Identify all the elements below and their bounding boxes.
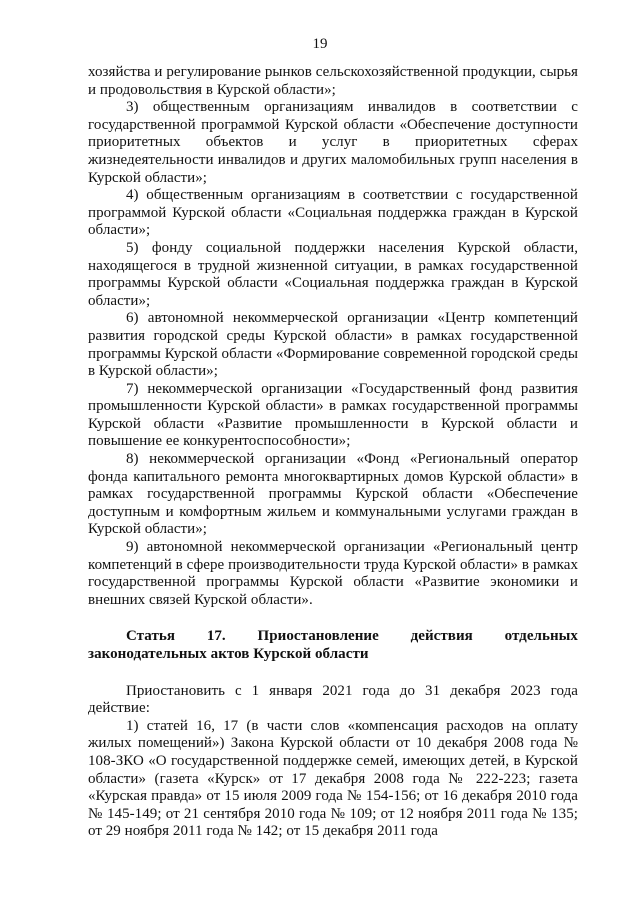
document-body	[88, 64, 578, 841]
list-item-5: 5) фонду социальной поддержки населения Курской области, находящегося в трудной жизненной ситуации, в рамках государственной программы Курской области «Социальная поддержка граждан в Курской области»;	[88, 239, 578, 309]
article-item-1: 1) статей 16, 17 (в части слов «компенсация расходов на оплату жилых помещений») Закона Курской области от 10 декабря 2008 года № 108-ЗКО «О государственной поддержке семей, имеющих детей, в Курской области» (газета «Курск» от 17 декабря 2008 года № 222-223; газета «Курская правда» от 15 июля 2009 года № 154-156; от 16 декабря 2010 года № 145-149; от 21 сентября 2010 года № 109; от 12 ноября 2011 года № 135; от 29 ноября 2011 года № 142; от 15 декабря 2011 года	[88, 717, 578, 840]
article-intro: Приостановить с 1 января 2021 года до 31 декабря 2023 года действие:	[88, 682, 578, 717]
article-label: Статья 17.	[126, 628, 226, 645]
article-title: Приостановление действия отдельных законодательных актов Курской области	[88, 628, 578, 662]
list-item-4: 4) общественным организациям в соответствии с государственной программой Курской области «Социальная поддержка граждан в Курской области»;	[88, 187, 578, 239]
list-item-6: 6) автономной некоммерческой организации «Центр компетенций развития городской среды Курской области» в рамках государственной программы Курской области «Формирование современной городской среды в Курской области»;	[88, 310, 578, 380]
list-item-3: 3) общественным организациям инвалидов в соответствии с государственной программой Курской области «Обеспечение доступности приоритетных объектов и услуг в приоритетных сферах жизнедеятельности инвалидов и других маломобильных групп населения в Курской области»;	[88, 99, 578, 186]
page-number: 19	[312, 36, 328, 52]
list-item-8: 8) некоммерческой организации «Фонд «Региональный оператор фонда капитального ремонта многоквартирных домов Курской области» в рамках государственной программы Курской области «Обеспечение доступным и комфортным жильем и коммунальными услугами граждан в Курской области»;	[88, 451, 578, 538]
article-heading	[88, 628, 578, 663]
list-item-9: 9) автономной некоммерческой организации «Региональный центр компетенций в сфере производительности труда Курской области» в рамках государственной программы Курской области «Развитие экономики и внешних связей Курской области».	[88, 539, 578, 608]
paragraph-continuation: хозяйства и регулирование рынков сельскохозяйственной продукции, сырья и продовольствия в Курской области»;	[88, 64, 578, 98]
list-item-7: 7) некоммерческой организации «Государственный фонд развития промышленности Курской области» в рамках государственной программы Курской области «Развитие промышленности в Курской области и повышение ее конкурентоспособности»;	[88, 380, 578, 450]
